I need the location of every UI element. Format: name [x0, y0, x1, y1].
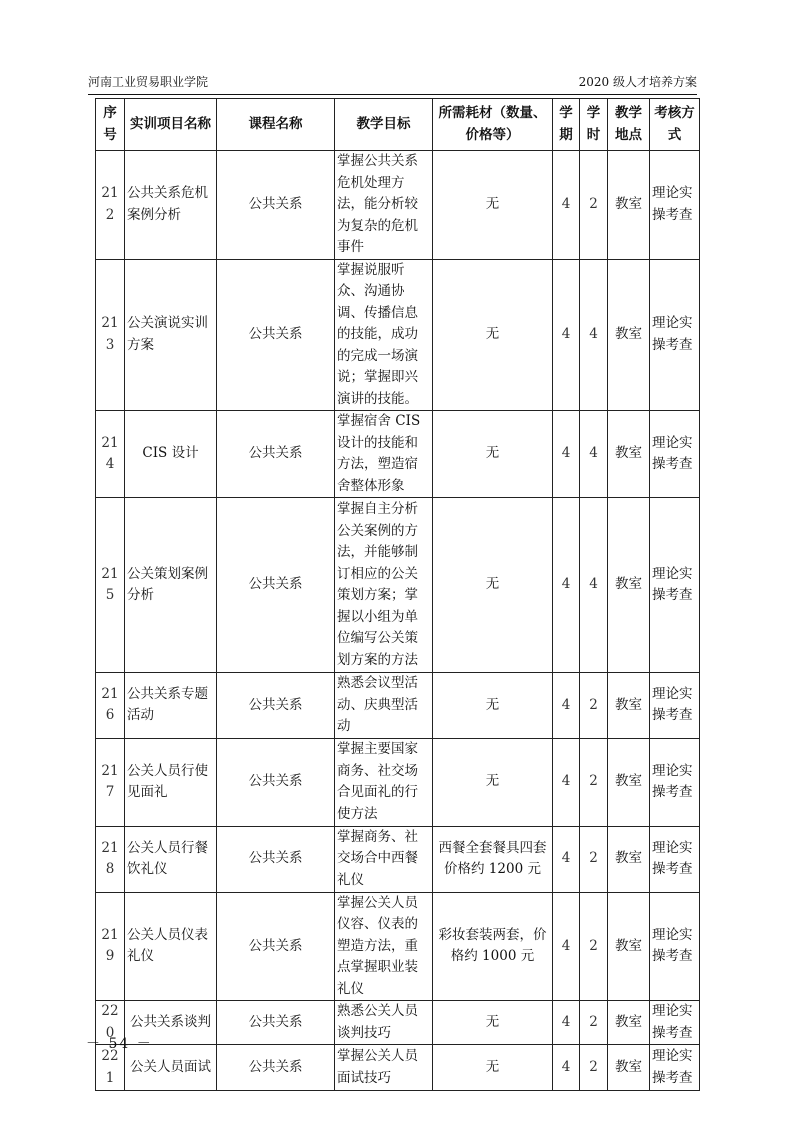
- teaching-place: 教室: [608, 498, 650, 673]
- term: 4: [553, 1001, 580, 1045]
- project-name: 公关人员仪表礼仪: [125, 892, 217, 1001]
- assessment-method: 理论实操考查: [650, 411, 700, 498]
- assessment-method: 理论实操考查: [650, 892, 700, 1001]
- hours: 2: [580, 151, 608, 260]
- row-number: 218: [96, 826, 125, 892]
- assessment-method: 理论实操考查: [650, 259, 700, 411]
- table-row: [96, 151, 700, 260]
- column-header: 教学地点: [608, 99, 650, 151]
- column-header: 课程名称: [217, 99, 335, 151]
- table-row: [96, 738, 700, 826]
- row-number: 219: [96, 892, 125, 1001]
- materials: 彩妆套装两套，价格约 1000 元: [433, 892, 553, 1001]
- project-name: 公关人员行餐饮礼仪: [125, 826, 217, 892]
- row-number: 217: [96, 738, 125, 826]
- term: 4: [553, 673, 580, 739]
- course-name: 公共关系: [217, 1001, 335, 1045]
- teaching-goal: 掌握主要国家商务、社交场合见面礼的行使方法: [335, 738, 433, 826]
- column-header: 学期: [553, 99, 580, 151]
- materials: 无: [433, 738, 553, 826]
- hours: 2: [580, 892, 608, 1001]
- table-row: [96, 411, 700, 498]
- term: 4: [553, 259, 580, 411]
- teaching-goal: 掌握公共关系危机处理方法，能分析较为复杂的危机事件: [335, 151, 433, 260]
- row-number: 216: [96, 673, 125, 739]
- course-name: 公共关系: [217, 826, 335, 892]
- assessment-method: 理论实操考查: [650, 498, 700, 673]
- assessment-method: 理论实操考查: [650, 826, 700, 892]
- course-name: 公共关系: [217, 259, 335, 411]
- project-name: 公关人员行使见面礼: [125, 738, 217, 826]
- materials: 无: [433, 1045, 553, 1091]
- hours: 4: [580, 259, 608, 411]
- table-row: [96, 1001, 700, 1045]
- materials: 无: [433, 151, 553, 260]
- row-number: 221: [96, 1045, 125, 1091]
- teaching-place: 教室: [608, 1045, 650, 1091]
- term: 4: [553, 151, 580, 260]
- project-name: CIS 设计: [125, 411, 217, 498]
- hours: 2: [580, 1045, 608, 1091]
- course-name: 公共关系: [217, 498, 335, 673]
- hours: 2: [580, 1001, 608, 1045]
- assessment-method: 理论实操考查: [650, 1001, 700, 1045]
- teaching-place: 教室: [608, 673, 650, 739]
- course-name: 公共关系: [217, 738, 335, 826]
- column-header: 实训项目名称: [125, 99, 217, 151]
- row-number: 215: [96, 498, 125, 673]
- teaching-goal: 熟悉会议型活动、庆典型活动: [335, 673, 433, 739]
- hours: 2: [580, 673, 608, 739]
- term: 4: [553, 826, 580, 892]
- column-header: 所需耗材（数量、价格等）: [433, 99, 553, 151]
- teaching-place: 教室: [608, 738, 650, 826]
- hours: 2: [580, 826, 608, 892]
- term: 4: [553, 738, 580, 826]
- materials: 无: [433, 498, 553, 673]
- teaching-goal: 掌握宿舍 CIS 设计的技能和方法，塑造宿舍整体形象: [335, 411, 433, 498]
- course-name: 公共关系: [217, 151, 335, 260]
- table-row: [96, 1045, 700, 1091]
- header-school-name: 河南工业贸易职业学院: [88, 75, 209, 89]
- column-header: 教学目标: [335, 99, 433, 151]
- hours: 2: [580, 738, 608, 826]
- teaching-goal: 掌握商务、社交场合中西餐礼仪: [335, 826, 433, 892]
- row-number: 212: [96, 151, 125, 260]
- teaching-place: 教室: [608, 411, 650, 498]
- project-name: 公关策划案例分析: [125, 498, 217, 673]
- teaching-place: 教室: [608, 151, 650, 260]
- training-projects-table: [95, 98, 700, 1091]
- assessment-method: 理论实操考查: [650, 673, 700, 739]
- hours: 4: [580, 411, 608, 498]
- column-header: 学时: [580, 99, 608, 151]
- table-header-row: [96, 99, 700, 151]
- table-row: [96, 673, 700, 739]
- course-name: 公共关系: [217, 892, 335, 1001]
- teaching-goal: 掌握自主分析公关案例的方法，并能够制订相应的公关策划方案；掌握以小组为单位编写公关策划方案的方法: [335, 498, 433, 673]
- project-name: 公关人员面试: [125, 1045, 217, 1091]
- table-row: [96, 826, 700, 892]
- teaching-goal: 掌握说服听众、沟通协调、传播信息的技能，成功的完成一场演说；掌握即兴演讲的技能。: [335, 259, 433, 411]
- row-number: 214: [96, 411, 125, 498]
- assessment-method: 理论实操考查: [650, 1045, 700, 1091]
- project-name: 公关演说实训方案: [125, 259, 217, 411]
- teaching-place: 教室: [608, 259, 650, 411]
- materials: 无: [433, 1001, 553, 1045]
- course-name: 公共关系: [217, 411, 335, 498]
- page-header: [88, 70, 697, 95]
- project-name: 公共关系谈判: [125, 1001, 217, 1045]
- header-document-title: 2020 级人才培养方案: [578, 75, 697, 89]
- teaching-goal: 熟悉公关人员谈判技巧: [335, 1001, 433, 1045]
- project-name: 公共关系专题活动: [125, 673, 217, 739]
- term: 4: [553, 498, 580, 673]
- materials: 无: [433, 411, 553, 498]
- project-name: 公共关系危机案例分析: [125, 151, 217, 260]
- teaching-goal: 掌握公关人员面试技巧: [335, 1045, 433, 1091]
- row-number: 220: [96, 1001, 125, 1045]
- term: 4: [553, 411, 580, 498]
- assessment-method: 理论实操考查: [650, 738, 700, 826]
- materials: 西餐全套餐具四套价格约 1200 元: [433, 826, 553, 892]
- table-row: [96, 892, 700, 1001]
- term: 4: [553, 1045, 580, 1091]
- hours: 4: [580, 498, 608, 673]
- teaching-place: 教室: [608, 1001, 650, 1045]
- teaching-place: 教室: [608, 892, 650, 1001]
- page-number: － 54 －: [86, 1036, 153, 1052]
- term: 4: [553, 892, 580, 1001]
- teaching-goal: 掌握公关人员仪容、仪表的塑造方法，重点掌握职业装礼仪: [335, 892, 433, 1001]
- table-row: [96, 259, 700, 411]
- teaching-place: 教室: [608, 826, 650, 892]
- materials: 无: [433, 259, 553, 411]
- column-header: 序号: [96, 99, 125, 151]
- materials: 无: [433, 673, 553, 739]
- column-header: 考核方式: [650, 99, 700, 151]
- course-name: 公共关系: [217, 1045, 335, 1091]
- row-number: 213: [96, 259, 125, 411]
- table-row: [96, 498, 700, 673]
- assessment-method: 理论实操考查: [650, 151, 700, 260]
- course-name: 公共关系: [217, 673, 335, 739]
